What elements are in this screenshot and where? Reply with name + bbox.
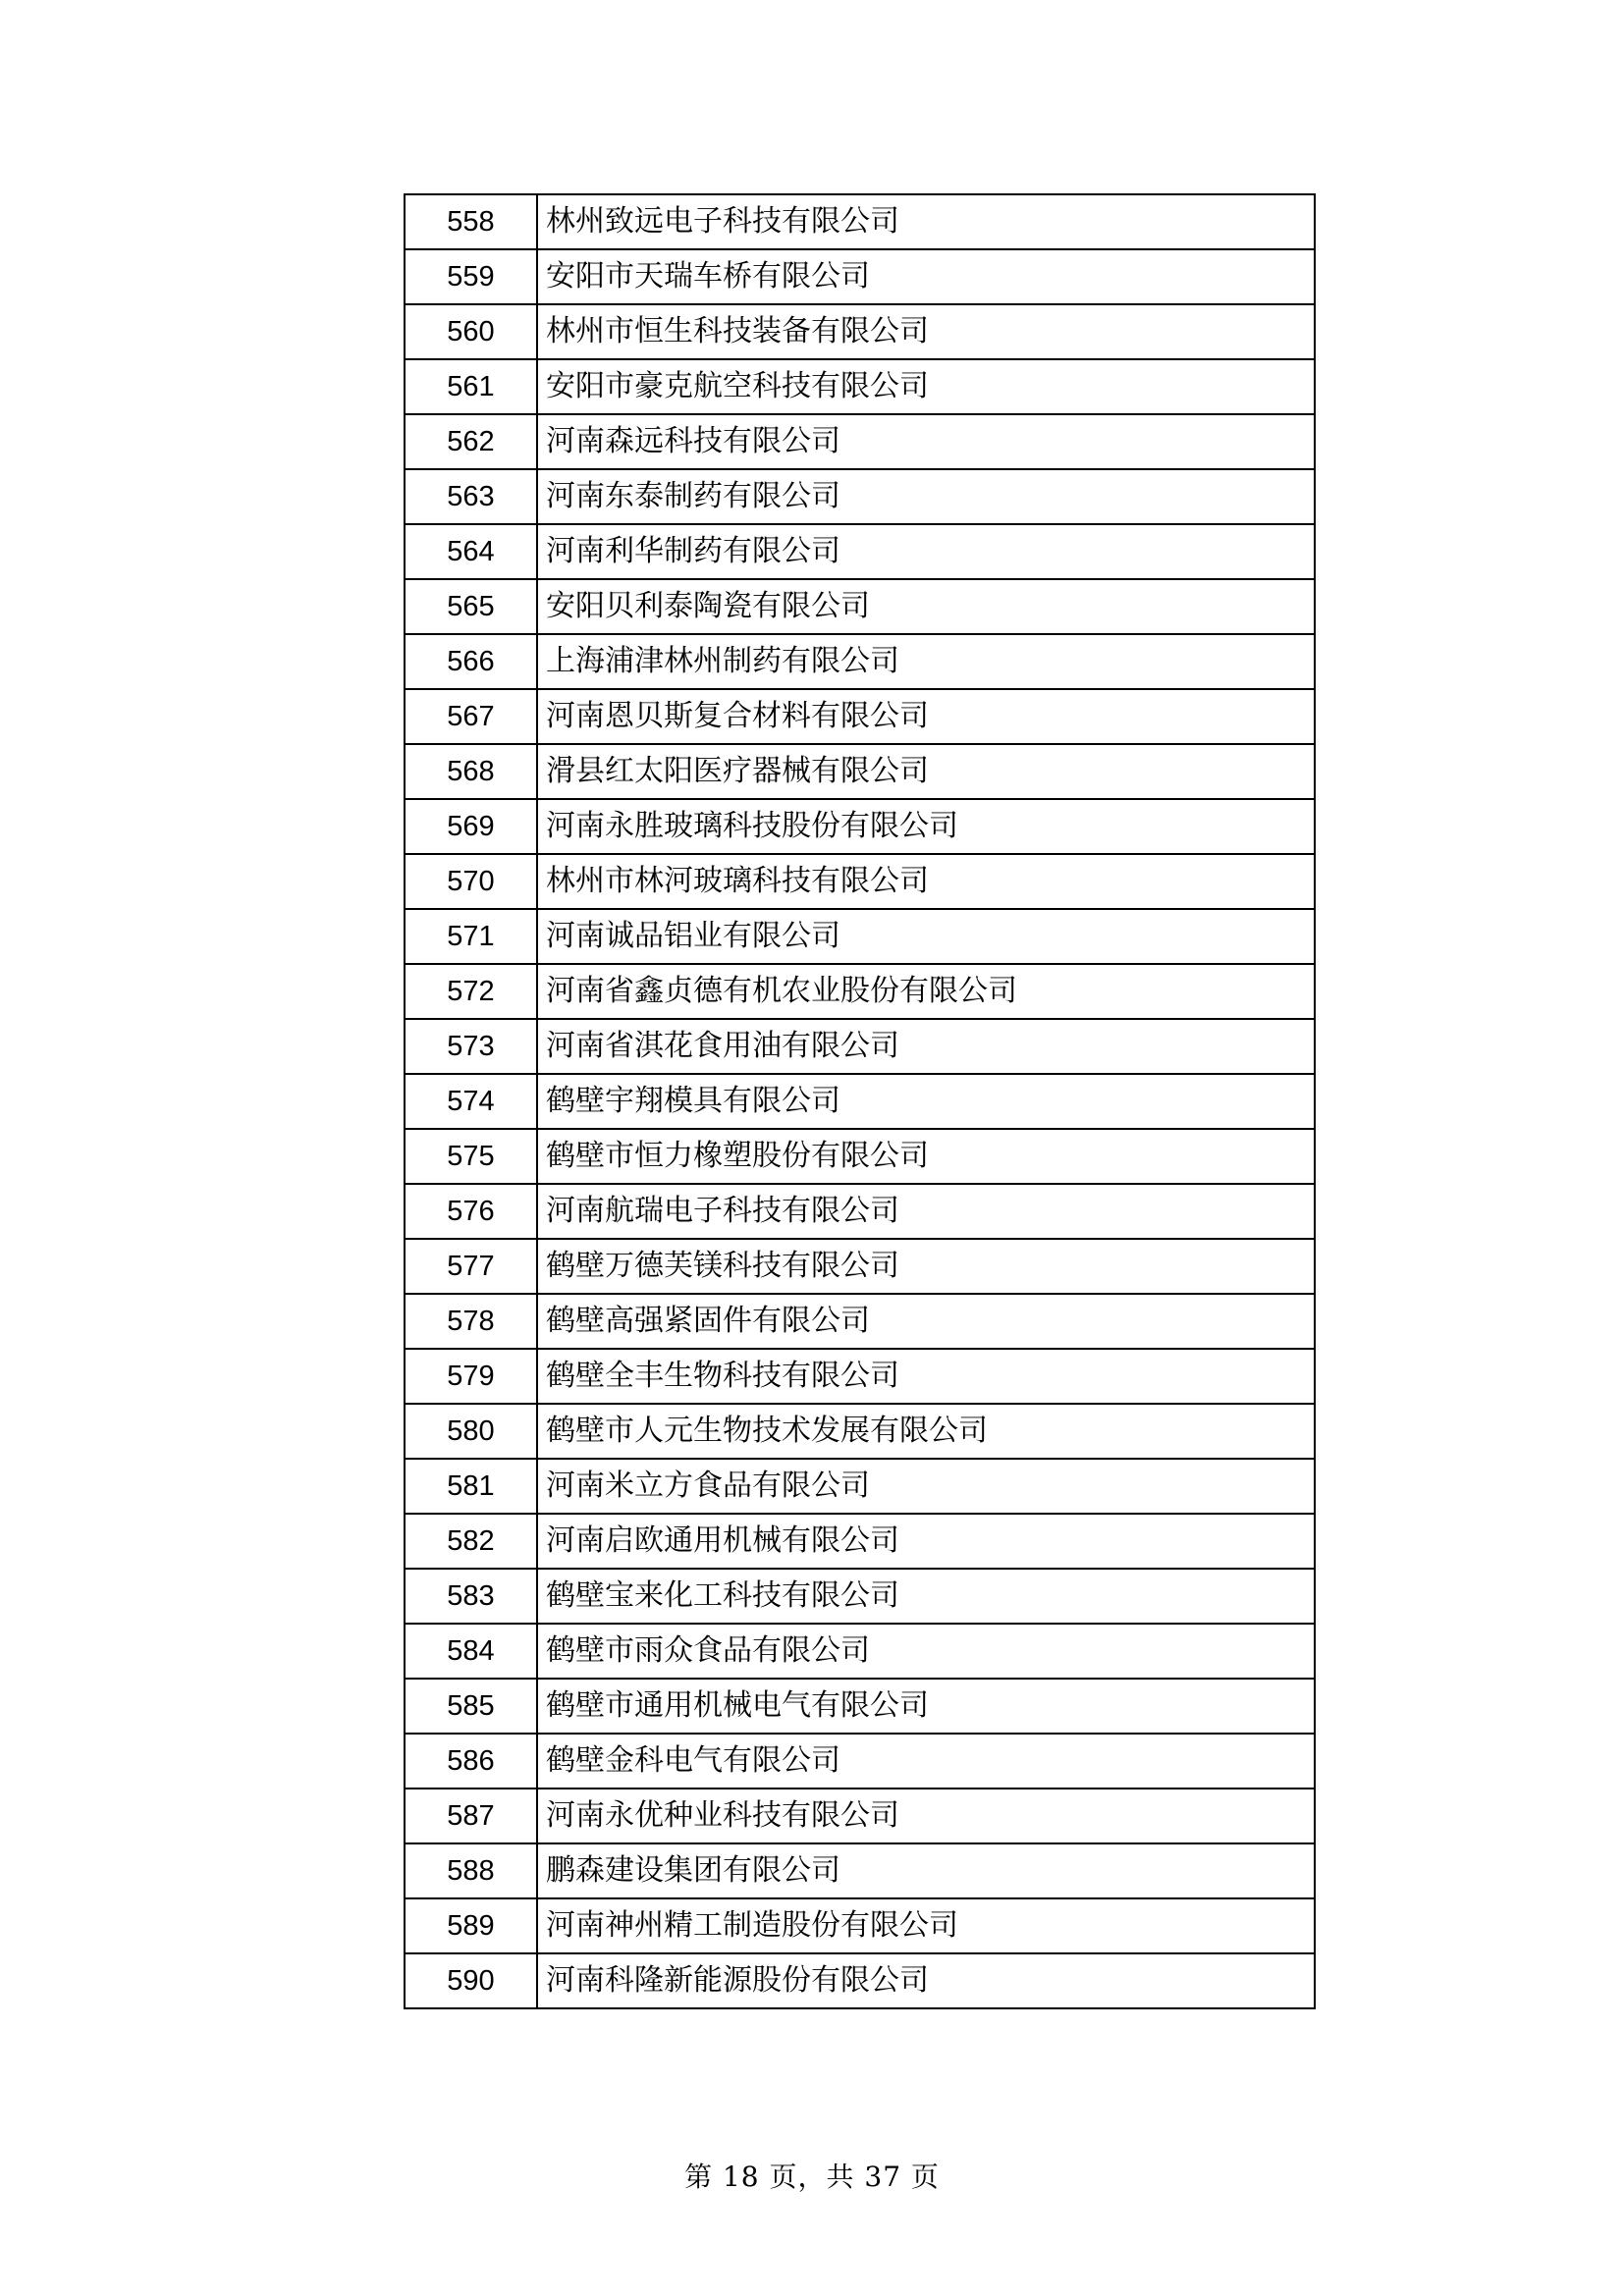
company-name: 河南森远科技有限公司	[537, 414, 1315, 469]
row-number: 571	[405, 909, 537, 964]
company-name: 林州致远电子科技有限公司	[537, 194, 1315, 249]
company-name: 滑县红太阳医疗器械有限公司	[537, 744, 1315, 799]
table-row	[405, 469, 1315, 524]
row-number: 587	[405, 1789, 537, 1843]
row-number: 577	[405, 1239, 537, 1294]
table-row	[405, 1843, 1315, 1898]
table-row	[405, 249, 1315, 304]
company-name: 安阳市天瑞车桥有限公司	[537, 249, 1315, 304]
table-row	[405, 689, 1315, 744]
row-number: 581	[405, 1459, 537, 1514]
company-name: 鹤壁市通用机械电气有限公司	[537, 1679, 1315, 1734]
row-number: 589	[405, 1898, 537, 1953]
company-name: 河南科隆新能源股份有限公司	[537, 1953, 1315, 2008]
table-row	[405, 1239, 1315, 1294]
table-row	[405, 304, 1315, 359]
company-name: 安阳市豪克航空科技有限公司	[537, 359, 1315, 414]
row-number: 585	[405, 1679, 537, 1734]
table-row	[405, 1404, 1315, 1459]
table-row	[405, 1789, 1315, 1843]
company-name: 河南利华制药有限公司	[537, 524, 1315, 579]
company-name: 河南永优种业科技有限公司	[537, 1789, 1315, 1843]
table-row	[405, 799, 1315, 854]
company-table	[404, 193, 1316, 2009]
table-row	[405, 1459, 1315, 1514]
table-row	[405, 1624, 1315, 1679]
company-name: 河南永胜玻璃科技股份有限公司	[537, 799, 1315, 854]
table-row	[405, 194, 1315, 249]
row-number: 568	[405, 744, 537, 799]
row-number: 567	[405, 689, 537, 744]
row-number: 561	[405, 359, 537, 414]
table-row	[405, 1019, 1315, 1074]
company-name: 上海浦津林州制药有限公司	[537, 634, 1315, 689]
company-name: 鹤壁全丰生物科技有限公司	[537, 1349, 1315, 1404]
row-number: 579	[405, 1349, 537, 1404]
row-number: 583	[405, 1569, 537, 1624]
table-row	[405, 1734, 1315, 1789]
company-name: 安阳贝利泰陶瓷有限公司	[537, 579, 1315, 634]
table-row	[405, 1349, 1315, 1404]
company-name: 鹤壁金科电气有限公司	[537, 1734, 1315, 1789]
company-name: 鹤壁市恒力橡塑股份有限公司	[537, 1129, 1315, 1184]
table-body	[405, 194, 1315, 2008]
company-name: 林州市林河玻璃科技有限公司	[537, 854, 1315, 909]
row-number: 566	[405, 634, 537, 689]
table-row	[405, 1129, 1315, 1184]
row-number: 573	[405, 1019, 537, 1074]
row-number: 574	[405, 1074, 537, 1129]
row-number: 565	[405, 579, 537, 634]
row-number: 560	[405, 304, 537, 359]
table-row	[405, 1953, 1315, 2008]
table-row	[405, 1514, 1315, 1569]
row-number: 563	[405, 469, 537, 524]
row-number: 578	[405, 1294, 537, 1349]
table-row	[405, 854, 1315, 909]
company-name: 鹤壁宝来化工科技有限公司	[537, 1569, 1315, 1624]
table-row	[405, 359, 1315, 414]
row-number: 559	[405, 249, 537, 304]
company-name: 河南航瑞电子科技有限公司	[537, 1184, 1315, 1239]
company-name: 林州市恒生科技装备有限公司	[537, 304, 1315, 359]
table-row	[405, 1184, 1315, 1239]
table-row	[405, 744, 1315, 799]
row-number: 576	[405, 1184, 537, 1239]
table-row	[405, 1569, 1315, 1624]
row-number: 558	[405, 194, 537, 249]
table-row	[405, 414, 1315, 469]
company-name: 河南省淇花食用油有限公司	[537, 1019, 1315, 1074]
row-number: 570	[405, 854, 537, 909]
company-name: 河南省鑫贞德有机农业股份有限公司	[537, 964, 1315, 1019]
table-row	[405, 964, 1315, 1019]
row-number: 580	[405, 1404, 537, 1459]
row-number: 590	[405, 1953, 537, 2008]
company-name: 河南诚品铝业有限公司	[537, 909, 1315, 964]
row-number: 584	[405, 1624, 537, 1679]
company-name: 鹏森建设集团有限公司	[537, 1843, 1315, 1898]
company-name: 鹤壁市人元生物技术发展有限公司	[537, 1404, 1315, 1459]
row-number: 588	[405, 1843, 537, 1898]
company-name: 鹤壁高强紧固件有限公司	[537, 1294, 1315, 1349]
company-name: 河南恩贝斯复合材料有限公司	[537, 689, 1315, 744]
row-number: 586	[405, 1734, 537, 1789]
table-row	[405, 579, 1315, 634]
company-name: 河南东泰制药有限公司	[537, 469, 1315, 524]
row-number: 569	[405, 799, 537, 854]
company-name: 河南启欧通用机械有限公司	[537, 1514, 1315, 1569]
table-row	[405, 634, 1315, 689]
company-name: 鹤壁万德芙镁科技有限公司	[537, 1239, 1315, 1294]
row-number: 582	[405, 1514, 537, 1569]
row-number: 562	[405, 414, 537, 469]
row-number: 572	[405, 964, 537, 1019]
company-name: 鹤壁市雨众食品有限公司	[537, 1624, 1315, 1679]
row-number: 564	[405, 524, 537, 579]
table-row	[405, 1074, 1315, 1129]
table-row	[405, 1898, 1315, 1953]
row-number: 575	[405, 1129, 537, 1184]
table-row	[405, 909, 1315, 964]
company-name: 河南神州精工制造股份有限公司	[537, 1898, 1315, 1953]
page-footer: 第 18 页，共 37 页	[684, 2161, 940, 2193]
company-name: 河南米立方食品有限公司	[537, 1459, 1315, 1514]
company-name: 鹤壁宇翔模具有限公司	[537, 1074, 1315, 1129]
table-row	[405, 524, 1315, 579]
table-row	[405, 1679, 1315, 1734]
table-row	[405, 1294, 1315, 1349]
